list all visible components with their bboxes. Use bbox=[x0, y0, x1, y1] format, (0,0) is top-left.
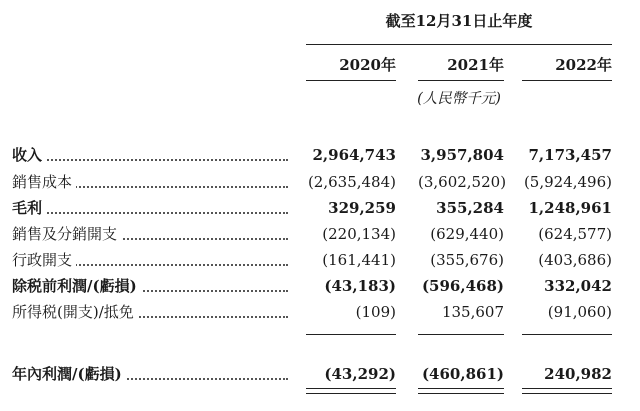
value-2021: 3,957,804 bbox=[420, 146, 504, 164]
row-label: 行政開支 bbox=[12, 248, 290, 272]
subtotal-rule-2020 bbox=[306, 334, 396, 335]
row-cost-of-sales bbox=[0, 170, 640, 194]
value-2021: 135,607 bbox=[441, 303, 504, 321]
value-2020: 2,964,743 bbox=[312, 146, 396, 164]
header-rule bbox=[306, 44, 612, 45]
value-2022: (403,686) bbox=[538, 251, 612, 269]
value-2022: (91,060) bbox=[547, 303, 612, 321]
year-header-2021: 2021年 bbox=[447, 56, 504, 74]
row-label: 收入 bbox=[12, 143, 290, 167]
total-double-rule-2021 bbox=[418, 388, 504, 394]
value-2021: 355,284 bbox=[436, 199, 504, 217]
year-rule-2021 bbox=[418, 80, 504, 81]
row-label: 年內利潤/(虧損) bbox=[12, 362, 290, 386]
value-2021: (3,602,520) bbox=[418, 173, 507, 191]
value-2020: (220,134) bbox=[322, 225, 396, 243]
year-header-2020: 2020年 bbox=[339, 56, 396, 74]
row-label: 除税前利潤/(虧損) bbox=[12, 274, 290, 298]
value-2022: 240,982 bbox=[544, 365, 612, 383]
row-profit-for-year bbox=[0, 362, 640, 386]
value-2022: 1,248,961 bbox=[528, 199, 612, 217]
value-2022: 332,042 bbox=[544, 277, 612, 295]
row-label: 銷售及分銷開支 bbox=[12, 222, 290, 246]
value-2022: (5,924,496) bbox=[523, 173, 612, 191]
value-2020: (43,292) bbox=[324, 365, 396, 383]
value-2021: (596,468) bbox=[421, 277, 504, 295]
value-2022: (624,577) bbox=[538, 225, 612, 243]
value-2021: (629,440) bbox=[430, 225, 504, 243]
row-selling-distribution-expenses bbox=[0, 222, 640, 246]
value-2022: 7,173,457 bbox=[528, 146, 612, 164]
period-header: 截至12月31日止年度 bbox=[385, 12, 533, 30]
total-double-rule-2020 bbox=[306, 388, 396, 394]
row-label: 銷售成本 bbox=[12, 170, 290, 194]
currency-unit: (人民幣千元) bbox=[417, 91, 501, 107]
subtotal-rule-2021 bbox=[418, 334, 504, 335]
row-label: 所得税(開支)/抵免 bbox=[12, 300, 290, 324]
value-2020: (161,441) bbox=[322, 251, 396, 269]
value-2021: (460,861) bbox=[421, 365, 504, 383]
row-revenue bbox=[0, 143, 640, 167]
value-2020: (109) bbox=[355, 303, 396, 321]
total-double-rule-2022 bbox=[522, 388, 612, 394]
row-administrative-expenses bbox=[0, 248, 640, 272]
row-label: 毛利 bbox=[12, 196, 290, 220]
year-rule-2022 bbox=[522, 80, 612, 81]
row-gross-profit bbox=[0, 196, 640, 220]
row-profit-before-tax bbox=[0, 274, 640, 298]
value-2020: (43,183) bbox=[324, 277, 396, 295]
year-rule-2020 bbox=[306, 80, 396, 81]
value-2020: 329,259 bbox=[328, 199, 396, 217]
row-income-tax bbox=[0, 300, 640, 324]
subtotal-rule-2022 bbox=[522, 334, 612, 335]
value-2020: (2,635,484) bbox=[307, 173, 396, 191]
year-header-2022: 2022年 bbox=[555, 56, 612, 74]
value-2021: (355,676) bbox=[430, 251, 504, 269]
